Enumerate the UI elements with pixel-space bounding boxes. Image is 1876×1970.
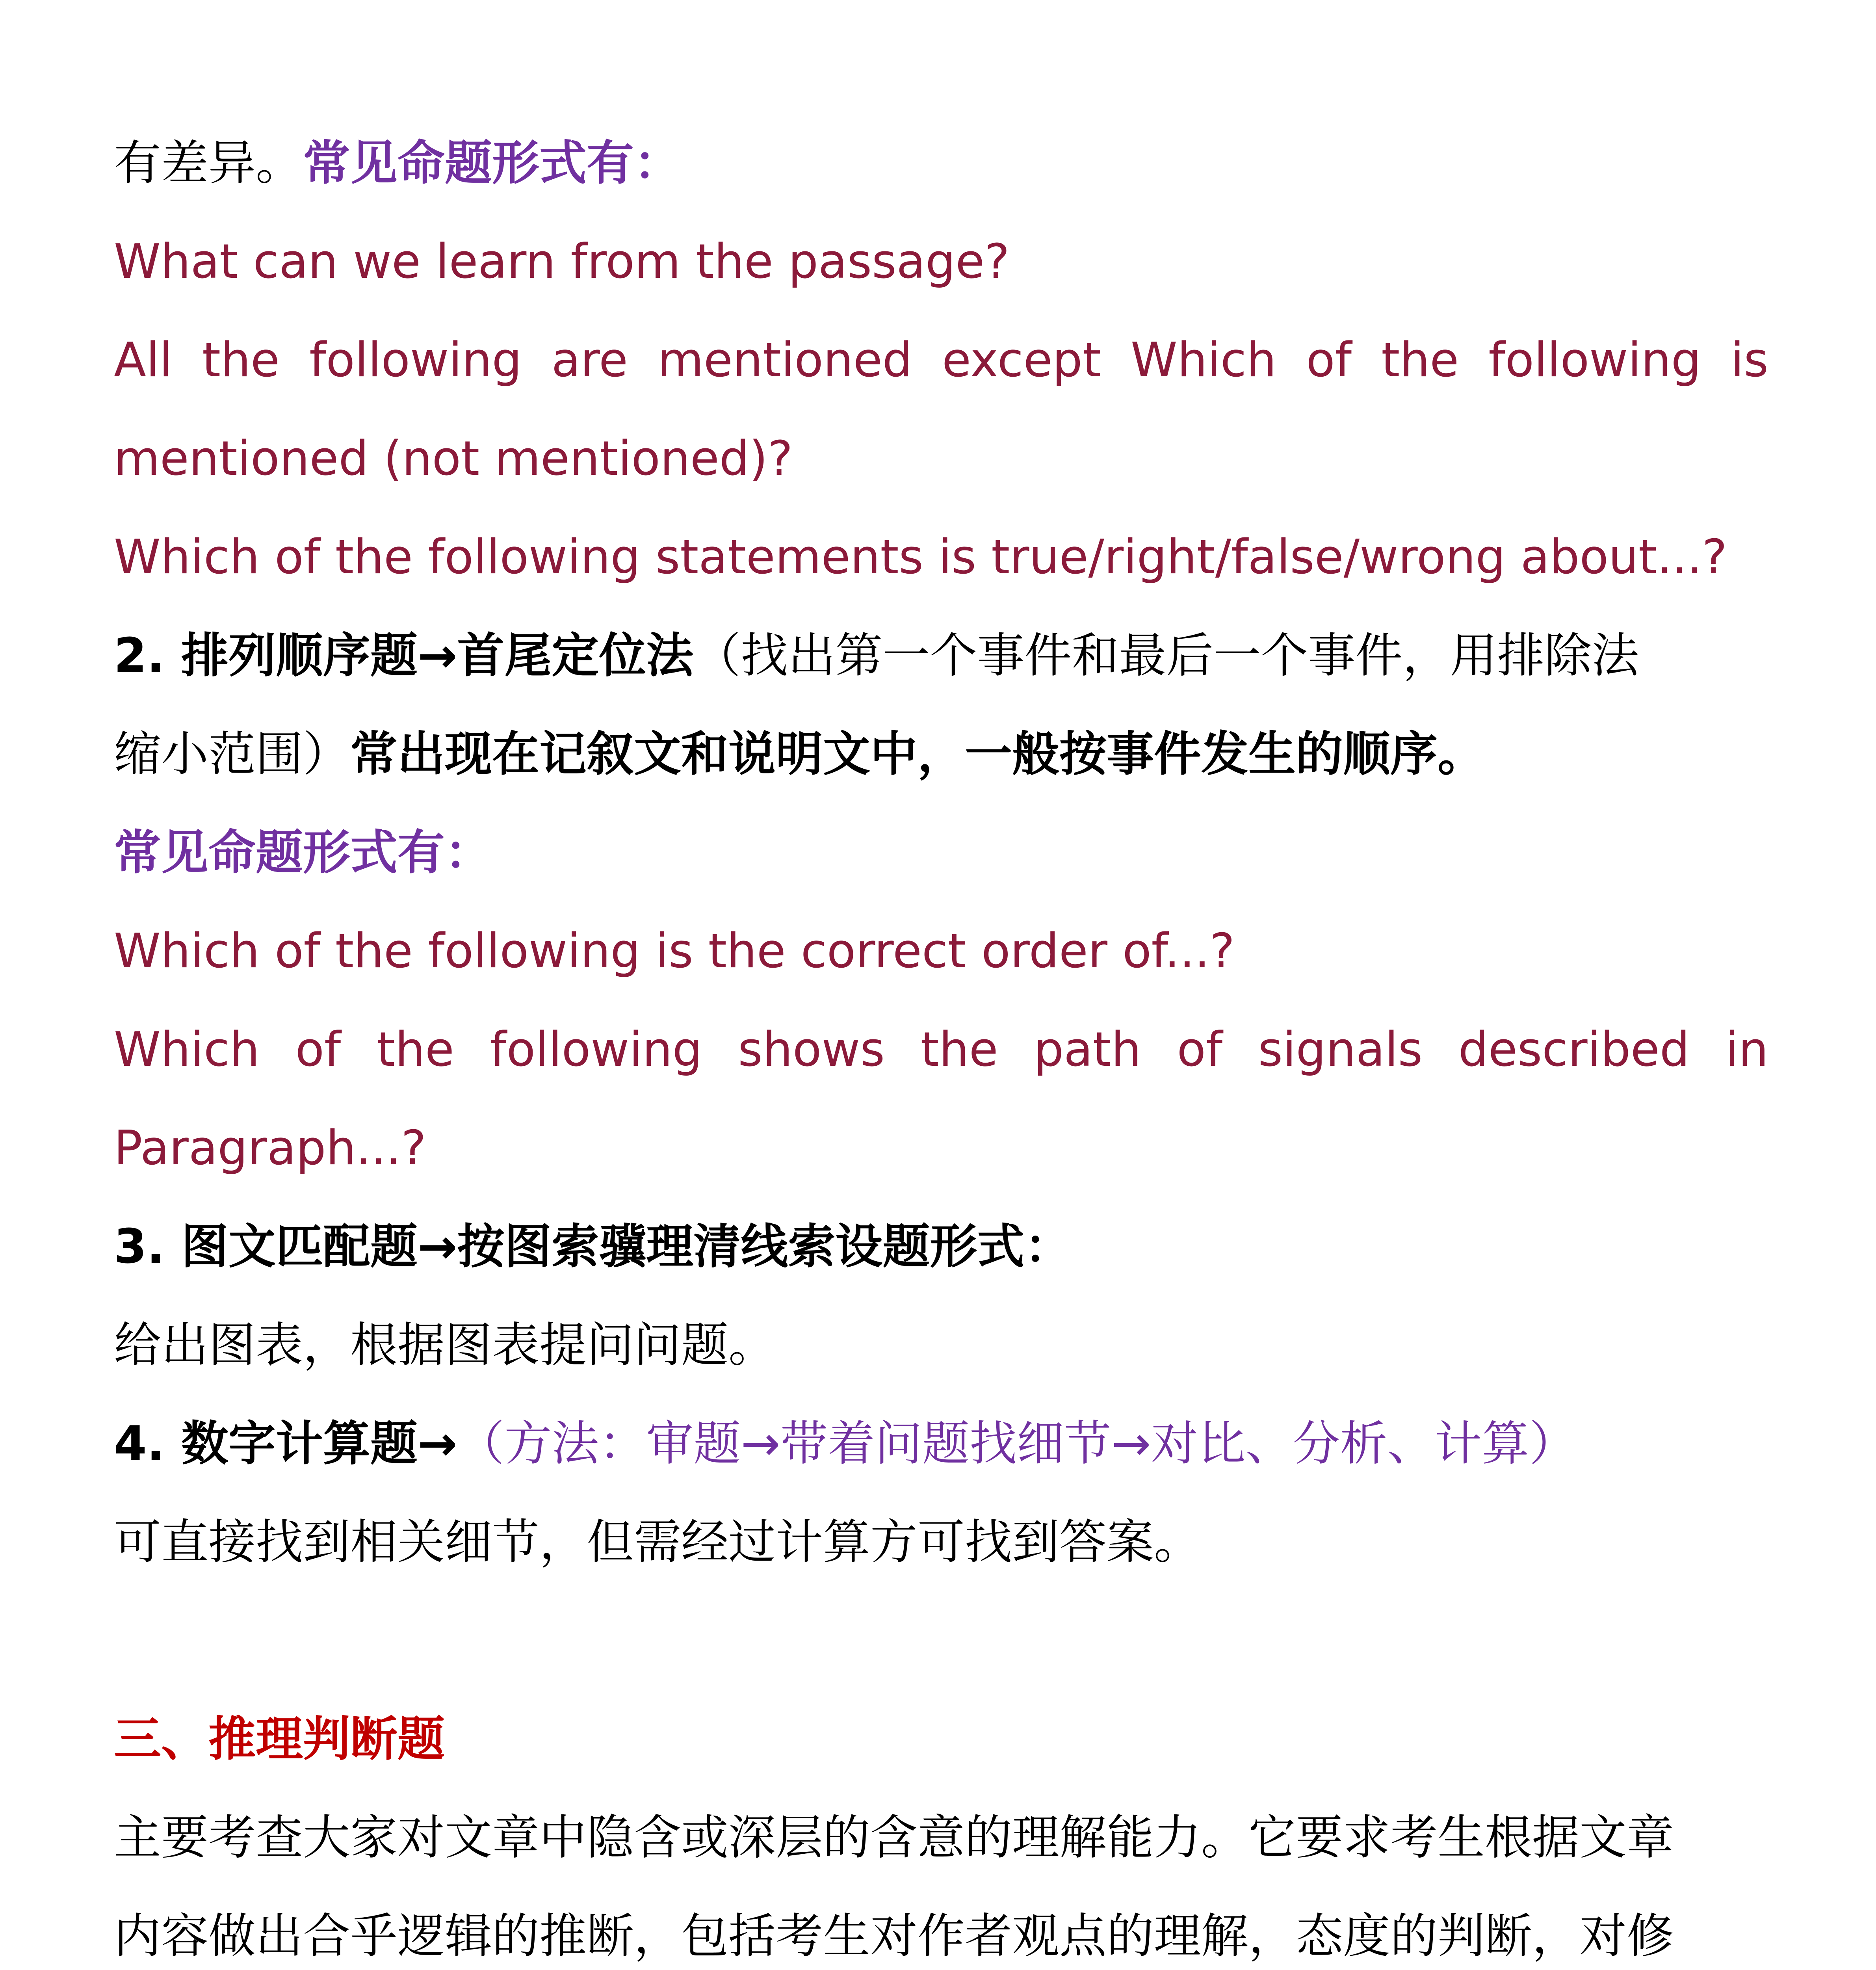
- question-forms-heading: 常见命题形式有：: [303, 136, 681, 191]
- text-line: [114, 1414, 1768, 1474]
- text-line: [114, 626, 1768, 686]
- bold-body-text: 常出现在记叙文和说明文中，一般按事件发生的顺序。: [350, 727, 1485, 782]
- body-text: （找出第一个事件和最后一个事件，用排除法: [693, 628, 1639, 683]
- section-item-heading: 3. 图文匹配题→按图索骥理清线索设题形式：: [114, 1219, 1072, 1274]
- question-example: Which of the following is the correct order of...?: [114, 924, 1235, 979]
- body-text: 给出图表，根据图表提问问题。: [114, 1318, 776, 1373]
- body-text: 缩小范围）: [114, 727, 350, 782]
- body-text: 内容做出合乎逻辑的推断，包括考生对作者观点的理解，态度的判断，对修: [114, 1909, 1674, 1964]
- body-text: 主要考查大家对文章中隐含或深层的含意的理解能力。它要求考生根据文章: [114, 1810, 1674, 1865]
- question-example: Which of the following shows the path of signals described in: [114, 1022, 1768, 1077]
- body-text: 有差异。: [114, 136, 303, 191]
- text-line: [114, 134, 1768, 193]
- question-example: Which of the following statements is true/right/false/wrong about...?: [114, 530, 1727, 585]
- section-heading: 三、推理判断题: [114, 1712, 445, 1767]
- text-line: [114, 725, 1768, 784]
- question-example: Paragraph...?: [114, 1121, 426, 1176]
- method-note: （方法：审题→带着问题找细节→对比、分析、计算）: [457, 1416, 1577, 1471]
- section-item-heading: 4. 数字计算题→: [114, 1416, 457, 1471]
- question-example: All the following are mentioned except Which of the following is: [114, 333, 1768, 388]
- question-forms-heading: 常见命题形式有：: [114, 825, 492, 880]
- question-example: mentioned (not mentioned)?: [114, 431, 793, 486]
- section-item-heading: 2. 排列顺序题→首尾定位法: [114, 628, 694, 683]
- body-text: 可直接找到相关细节，但需经过计算方可找到答案。: [114, 1515, 1201, 1570]
- question-example: What can we learn from the passage?: [114, 234, 1010, 289]
